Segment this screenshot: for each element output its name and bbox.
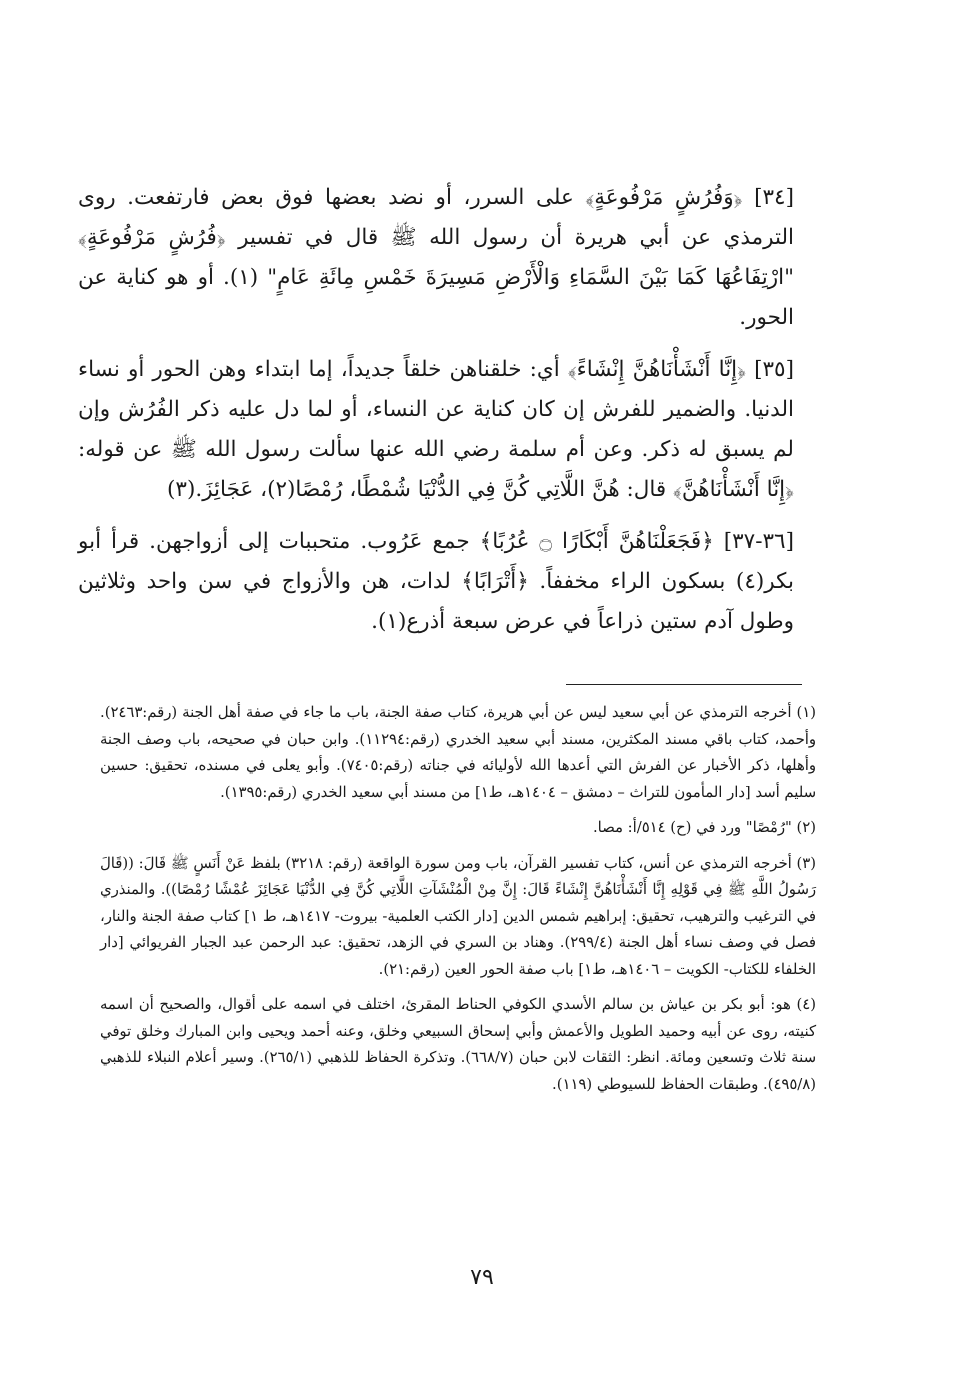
footnote-separator — [566, 684, 802, 685]
footnote-1: (١) أخرجه الترمذي عن أبي سعيد ليس عن أبي هريرة، كتاب صفة الجنة، باب ما جاء في صفة أهل الجنة (رقم:٢٤٦٣). وأحمد، كتاب باقي مسند المكثرين، مسند أبي سعيد الخدري (رقم:١١٢٩٤). وابن حبان في صحيحه، باب وصف الجنة وأهلها، ذكر الأخبار عن الفرش التي أعدها الله لأوليائه في جناته (رقم:٧٤٠٥). وأبو يعلى في مسنده، تحقيق: حسين سليم أسد [دار المأمون للتراث – دمشق – ١٤٠٤هـ، ط١] من مسند أبي سعيد الخدري (رقم:١٣٩٥). — [100, 704, 816, 801]
footnotes — [100, 700, 816, 1107]
paragraph-verse-34: [٣٤] ﴿وَفُرُشٍ مَرْفُوعَةٍ﴾ على السرر، أو نضد بعضها فوق بعض فارتفعت. روى الترمذي عن أبي هريرة أن رسول الله ﷺ قال في تفسير ﴿فُرُشٍ مَرْفُوعَةٍ﴾ "ارْتِفَاعُهَا كَمَا بَيْنَ السَّمَاءِ وَالْأَرْضِ مَسِيرَةَ خَمْسِ مِائَةِ عَامٍ" (١). أو هو كناية عن الحور. — [78, 185, 794, 330]
footnote-4: (٤) هو: أبو بكر بن عياش بن سالم الأسدي الكوفي الحناط المقرئ، اختلف في اسمه على أقوال، والصحيح أن اسمه كنيته، روى عن أبيه وحميد الطويل والأعمش وأبي إسحاق السبيعي وخلق، وعنه أحمد ويحيى وابن المبارك وخلق توفي سنة ثلاث وتسعين ومائة. انظر: الثقات لابن حبان (٦٦٨/٧). وتذكرة الحفاظ للذهبي (٢٦٥/١). وسير أعلام النبلاء للذهبي (٤٩٥/٨). وطبقات الحفاظ للسيوطي (١١٩). — [100, 996, 816, 1093]
footnote-3: (٣) أخرجه الترمذي عن أنس، كتاب تفسير القرآن، باب ومن سورة الواقعة (رقم: ٣٢١٨) بلفظ عَنْ أَنَسٍ ﷺ قَالَ: ((قَالَ رَسُولُ اللَّهِ ﷺ فِي قَوْلِهِ إِنَّا أَنْشَأْنَاهُنَّ إِنْشَاءً قَالَ: إِنَّ مِنْ الْمُنْشَآتِ اللَّاتِي كُنَّ فِي الدُّنْيَا عَجَائِزَ عُمْشًا رُمْصًا)). والمنذري في الترغيب والترهيب، تحقيق: إبراهيم شمس الدين [دار الكتب العلمية- بيروت- ١٤١٧هـ، ط ١] كتاب صفة الجنة والنار، فصل في وصف نساء أهل الجنة (٢٩٩/٤). وهناد بن السري في الزهد، تحقيق: عبد الرحمن عبد الجبار الفريوائي [دار الخلفاء للكتاب- الكويت – ١٤٠٦هـ، ط١] باب صفة الحور العين (رقم:٢١). — [100, 854, 817, 978]
main-text — [78, 178, 794, 654]
footnote-2: (٢) "رُمْصًا" ورد في (ح) ٥١٤/أ: مصا. — [592, 819, 816, 836]
page-number: ٧٩ — [470, 1265, 494, 1290]
paragraph-verse-35: [٣٥] ﴿إِنَّا أَنْشَأْنَاهُنَّ إِنْشَاءً﴾ أي: خلقناهن خلقاً جديداً، إما ابتداء وهن الحور أو نساء الدنيا. والضمير للفرش إن كان كناية عن النساء، أو لما دل عليه ذكر الفُرُش وإن لم يسبق له ذكر. وعن أم سلمة رضي الله عنها سألت رسول الله ﷺ عن قوله: ﴿إِنَّا أَنْشَأْنَاهُنَّ﴾ قال: هُنَّ اللَّاتِي كُنَّ فِي الدُّنْيَا شُمْطًا، رُمْصًا(٢)، عَجَائِزَ.(٣) — [78, 357, 794, 502]
paragraph-verse-36-37: [٣٦-٣٧] ﴿فَجَعَلْنَاهُنَّ أَبْكَارًا ۝ عُرُبًا﴾ جمع عَرُوب. متحببات إلى أزواجهن. قرأ أبو بكر(٤) بسكون الراء مخففاً. ﴿أَتْرَابًا﴾ لدات، هن والأزواج في سن واحد وثلاثين وطول آدم ستين ذراعاً في عرض سبعة أذرع(١). — [78, 529, 794, 634]
